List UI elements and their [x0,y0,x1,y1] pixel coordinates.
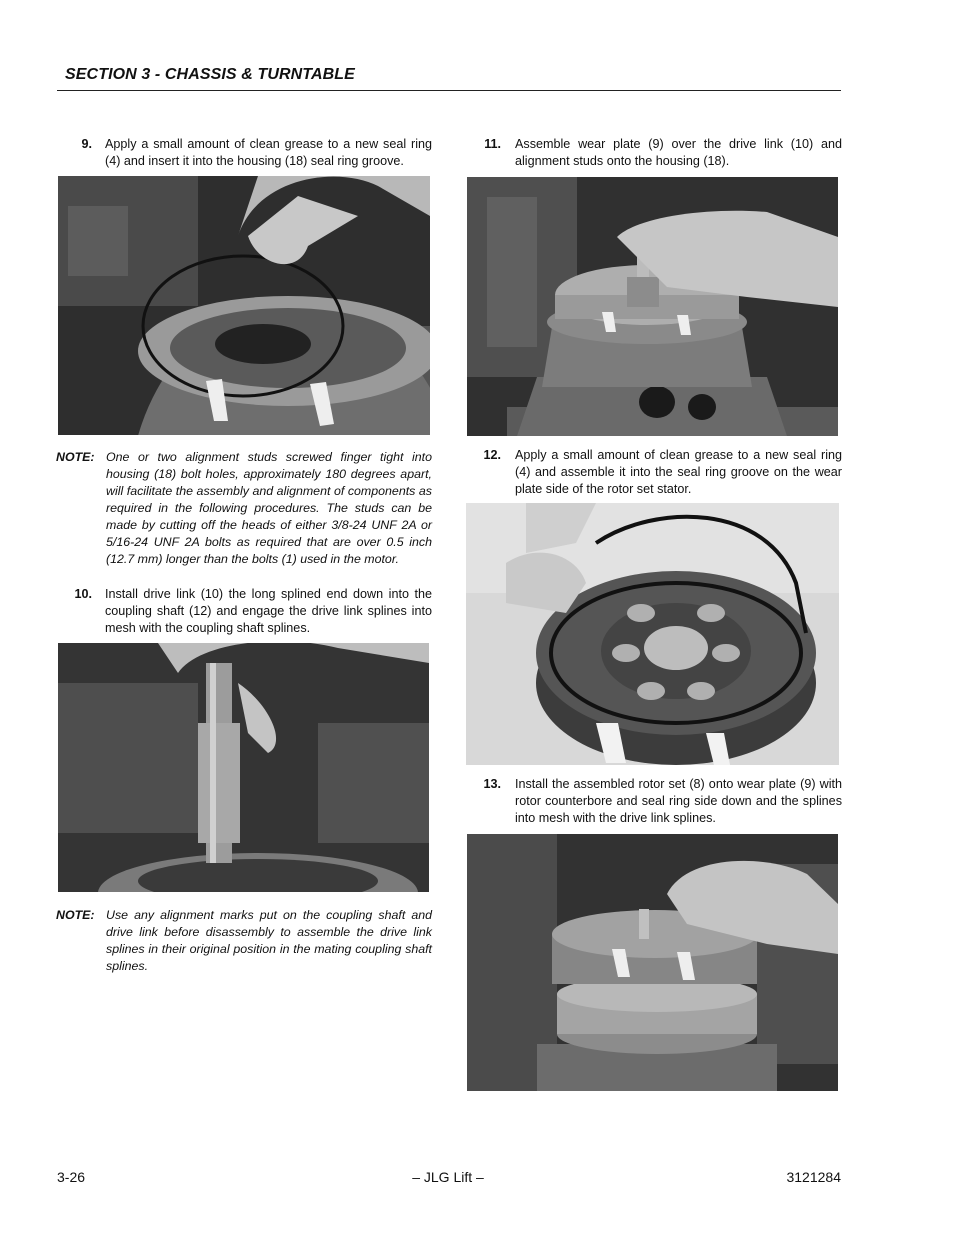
photo-assembled-rotor-set [467,834,838,1091]
step-text: Apply a small amount of clean grease to a new seal ring (4) and assemble it into the seal ring groove on the wear plate side of the rotor set stator. [515,448,842,496]
photo-wear-plate [467,177,838,436]
note-text: Use any alignment marks put on the coupling shaft and drive link before disassembly to assemble the drive link splines in their original position in the mating coupling shaft splines. [106,908,432,973]
note-alignment-studs [56,449,432,571]
step-number: 13. [483,777,501,791]
step-text: Apply a small amount of clean grease to a new seal ring (4) and insert it into the housing (18) seal ring groove. [105,137,432,168]
photo-seal-ring-housing [58,176,430,435]
step-number: 11. [484,137,501,151]
step-number: 10. [74,587,92,601]
step-12 [467,447,842,499]
note-alignment-marks [56,907,432,977]
step-9 [58,136,432,172]
footer-page-number: 3-26 [57,1169,86,1185]
step-text: Assemble wear plate (9) over the drive link (10) and alignment studs onto the housing (18). [515,137,842,168]
footer-brand: – JLG Lift – [412,1169,484,1185]
photo-rotor-set-stator [466,503,839,765]
section-title: SECTION 3 - CHASSIS & TURNTABLE [65,66,355,83]
step-10 [58,586,432,638]
step-number: 9. [81,137,92,151]
note-label: NOTE: [56,450,95,464]
step-11 [467,136,842,172]
step-text: Install the assembled rotor set (8) onto wear plate (9) with rotor counterbore and seal ring side down and the splines into mesh with the drive link splines. [515,777,842,825]
step-number: 12. [483,448,501,462]
note-text: One or two alignment studs screwed finger tight into housing (18) bolt holes, approximately 180 degrees apart, will facilitate the assembly and alignment of components as required in the following procedures. The studs can be made by cutting off the heads of either 3/8-24 UNF 2A or 5/16-24 UNF 2A bolts as required that are over 0.5 inch (12.7 mm) longer than the bolts (1) used in the motor. [106,450,432,566]
footer-doc-number: 3121284 [786,1169,841,1185]
photo-drive-link [58,643,429,892]
note-label: NOTE: [56,908,95,922]
step-13 [467,776,842,828]
section-header [57,64,841,91]
step-text: Install drive link (10) the long splined end down into the coupling shaft (12) and engage the drive link splines into mesh with the coupling shaft splines. [105,587,432,635]
